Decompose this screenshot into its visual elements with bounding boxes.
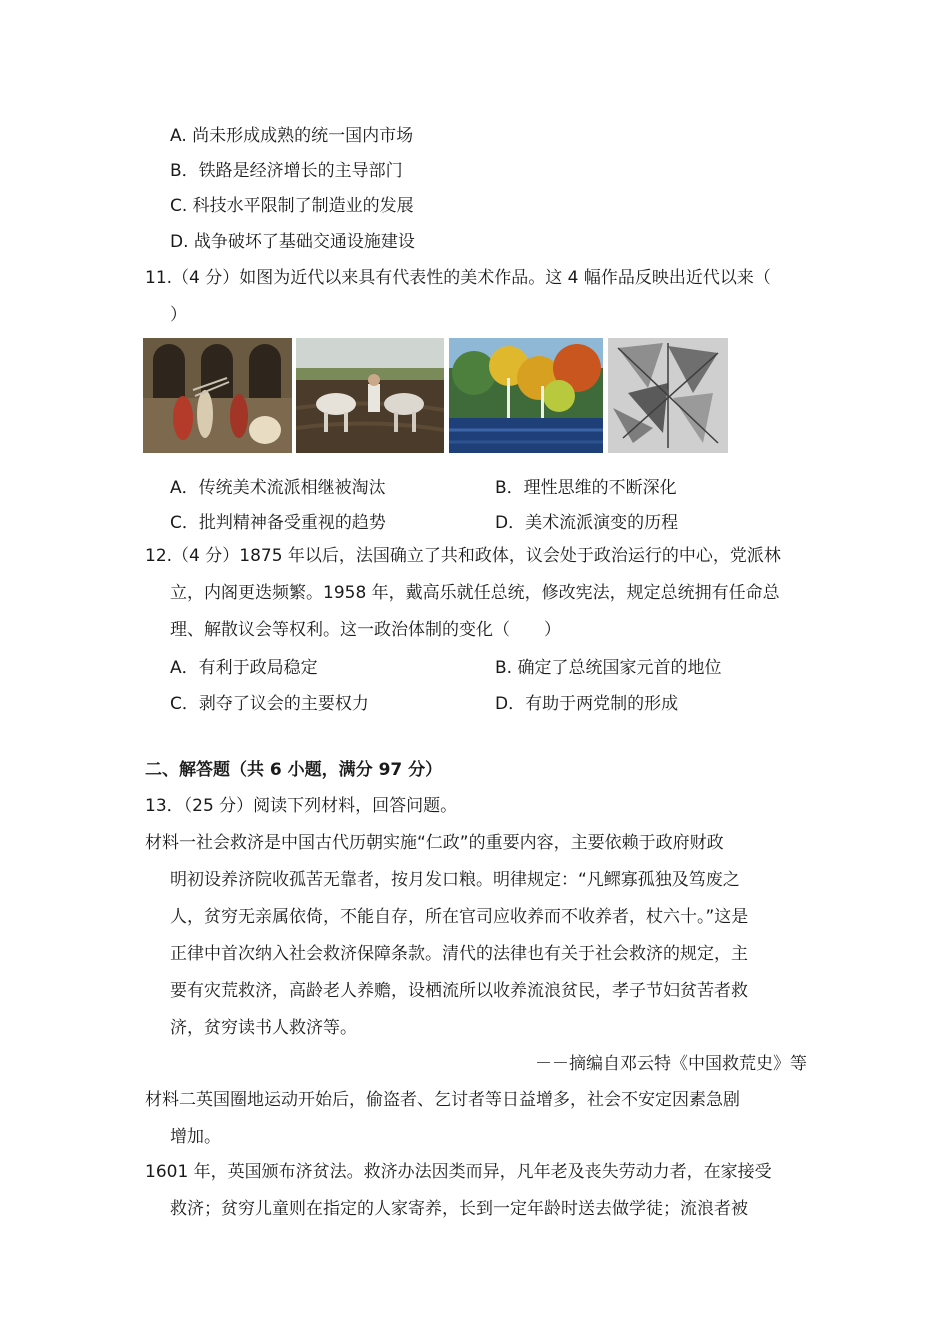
q13-material1-line6: 济，贫穷读书人救济等。 bbox=[170, 1018, 357, 1038]
q11-stem-line1: 11.（4 分）如图为近代以来具有代表性的美术作品。这 4 幅作品反映出近代以来（ bbox=[145, 268, 771, 288]
q11-options-row1 bbox=[170, 473, 810, 498]
q11-options-row2 bbox=[170, 508, 810, 533]
q13-stem: 13．（25 分）阅读下列材料，回答问题。 bbox=[145, 796, 458, 816]
q13-material2-line1: 材料二英国圈地运动开始后，偷盗者、乞讨者等日益增多，社会不安定因素急剧 bbox=[145, 1090, 740, 1110]
q10-option-c: C. 科技水平限制了制造业的发展 bbox=[170, 196, 414, 216]
q11-stem-line2: ） bbox=[170, 305, 187, 325]
q11-option-c: C．批判精神备受重视的趋势 bbox=[170, 513, 386, 533]
q11-option-a: A．传统美术流派相继被淘汰 bbox=[170, 478, 386, 498]
q13-material1-line4: 正律中首次纳入社会救济保障条款。清代的法律也有关于社会救济的规定，主 bbox=[170, 944, 748, 964]
q12-option-a: A．有利于政局稳定 bbox=[170, 658, 318, 678]
artwork-cubist-sketch bbox=[608, 338, 728, 453]
q13-material3-line1: 1601 年，英国颁布济贫法。救济办法因类而异，凡年老及丧失劳动力者，在家接受 bbox=[145, 1162, 772, 1182]
q12-stem-line2: 立，内阁更迭频繁。1958 年，戴高乐就任总统，修改宪法，规定总统拥有任命总 bbox=[170, 583, 780, 603]
q12-option-b: B. 确定了总统国家元首的地位 bbox=[495, 658, 722, 678]
q10-option-d: D. 战争破坏了基础交通设施建设 bbox=[170, 232, 415, 252]
q12-options-row1 bbox=[170, 653, 810, 678]
q13-material1-line3: 人，贫穷无亲属依倚，不能自存，所在官司应收养而不收养者，杖六十。”这是 bbox=[170, 907, 749, 927]
q13-material1-source: －－摘编自邓云特《中国救荒史》等 bbox=[535, 1054, 807, 1074]
section-heading: 二、解答题（共 6 小题，满分 97 分） bbox=[145, 760, 443, 780]
q10-option-a: A. 尚未形成成熟的统一国内市场 bbox=[170, 126, 414, 146]
q11-option-d: D．美术流派演变的历程 bbox=[495, 513, 679, 533]
q12-option-c: C．剥夺了议会的主要权力 bbox=[170, 694, 369, 714]
q12-stem-line1: 12.（4 分）1875 年以后，法国确立了共和政体，议会处于政治运行的中心，党派林 bbox=[145, 546, 781, 566]
q13-material1-line2: 明初设养济院收孤苦无靠者，按月发口粮。明律规定：“凡鳏寡孤独及笃废之 bbox=[170, 870, 740, 890]
q13-material1-line5: 要有灾荒救济，高龄老人养赡，设栖流所以收养流浪贫民，孝子节妇贫苦者救 bbox=[170, 981, 748, 1001]
artwork-impressionist-landscape bbox=[449, 338, 603, 453]
q11-option-b: B．理性思维的不断深化 bbox=[495, 478, 677, 498]
q10-option-b: B．铁路是经济增长的主导部门 bbox=[170, 161, 403, 181]
artwork-realist-ploughing bbox=[296, 338, 444, 453]
q13-material3-line2: 救济；贫穷儿童则在指定的人家寄养，长到一定年龄时送去做学徒；流浪者被 bbox=[170, 1199, 748, 1219]
q13-material1-line1: 材料一社会救济是中国古代历朝实施“仁政”的重要内容，主要依赖于政府财政 bbox=[145, 833, 724, 853]
artwork-neoclassical-painting bbox=[143, 338, 292, 453]
q12-option-d: D．有助于两党制的形成 bbox=[495, 694, 679, 714]
q13-material2-line2: 增加。 bbox=[170, 1127, 221, 1147]
q12-stem-line3: 理、解散议会等权利。这一政治体制的变化（ ） bbox=[170, 620, 561, 640]
q12-options-row2 bbox=[170, 689, 810, 714]
